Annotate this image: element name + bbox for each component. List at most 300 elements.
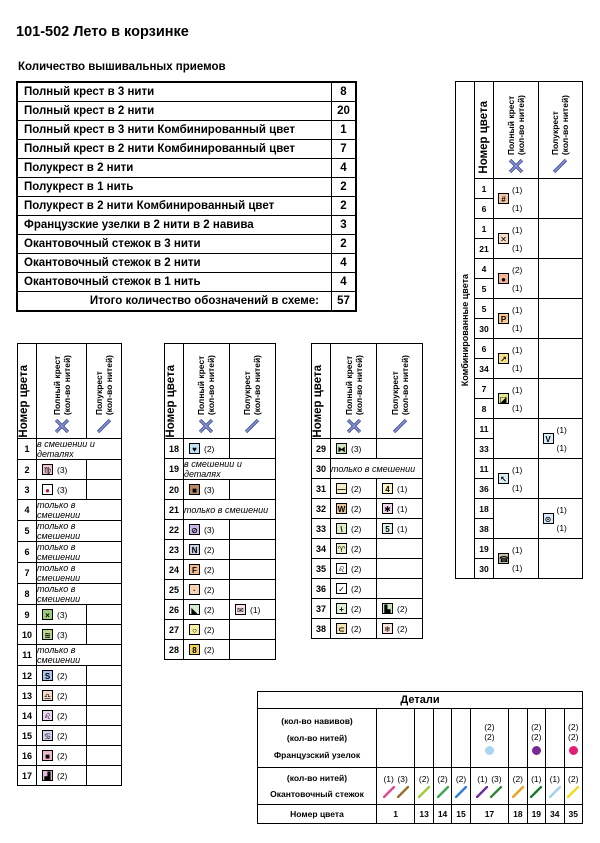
color-number: 24 bbox=[165, 560, 184, 580]
color-row bbox=[165, 500, 276, 520]
color-row bbox=[165, 540, 276, 560]
color-row bbox=[18, 500, 122, 521]
full-cross-header bbox=[52, 355, 72, 415]
half-cross-cell bbox=[87, 460, 122, 480]
thread-count: (1) bbox=[512, 464, 523, 475]
stitch-label: Французские узелки в 2 нити в 2 навива bbox=[17, 216, 332, 235]
combined-cell bbox=[494, 179, 539, 219]
color-number: 28 bbox=[165, 640, 184, 660]
color-row bbox=[18, 521, 122, 542]
symbol-icon: 5 bbox=[382, 523, 393, 534]
header-half-cross bbox=[538, 82, 583, 179]
thread-count: (2) bbox=[351, 623, 362, 634]
combined-row bbox=[456, 379, 583, 399]
color-row bbox=[18, 666, 122, 686]
thread-count: (2) bbox=[204, 443, 215, 454]
full-cross-icon bbox=[346, 418, 362, 434]
symbol-icon: ✓ bbox=[336, 583, 347, 594]
french-knot-cell bbox=[415, 709, 433, 768]
combined-row bbox=[456, 339, 583, 359]
symbol-icon: ♋ bbox=[43, 732, 52, 742]
header-half-cross bbox=[377, 344, 423, 439]
half-cross-cell bbox=[377, 619, 423, 639]
summary-row bbox=[17, 159, 356, 178]
full-cross-cell bbox=[331, 559, 377, 579]
combined-colors-label: Комбинированные цвета bbox=[460, 273, 470, 387]
combined-cell bbox=[538, 219, 583, 259]
stitch-label: Полный крест в 2 нити Комбинированный цвет bbox=[17, 140, 332, 159]
color-number: 30 bbox=[475, 319, 494, 339]
full-cross-cell bbox=[184, 640, 230, 660]
thread-count: (1) bbox=[556, 442, 567, 453]
summary-row bbox=[17, 140, 356, 159]
symbol-icon: ❄ bbox=[382, 623, 393, 634]
half-cross-cell bbox=[377, 579, 423, 599]
details-color-number: 35 bbox=[564, 805, 583, 824]
half-cross-cell bbox=[229, 580, 275, 600]
half-cross-cell bbox=[229, 480, 275, 500]
backstitch-item bbox=[530, 774, 542, 798]
thread-count: (3) bbox=[57, 464, 68, 475]
symbol-icon: ≋ bbox=[42, 629, 53, 640]
half-cross-cell bbox=[87, 706, 122, 726]
stitch-count: 1 bbox=[332, 121, 357, 140]
full-cross-cell bbox=[184, 600, 230, 620]
color-row bbox=[165, 640, 276, 660]
summary-total-row bbox=[17, 292, 356, 312]
color-note: только в смешении bbox=[37, 500, 122, 521]
french-knot-cell bbox=[377, 709, 415, 768]
thread-count: (2) bbox=[397, 603, 408, 614]
backstitch-item bbox=[418, 774, 430, 798]
full-cross-threads-label: (кол-во нитей) bbox=[515, 94, 526, 155]
color-number: 34 bbox=[475, 359, 494, 379]
stitch-count: 4 bbox=[332, 159, 357, 178]
color-row bbox=[18, 766, 122, 786]
total-value: 57 bbox=[332, 292, 357, 312]
color-number: 6 bbox=[475, 199, 494, 219]
backstitch-line-icon bbox=[383, 786, 395, 798]
full-cross-cell bbox=[37, 460, 87, 480]
full-cross-cell bbox=[37, 726, 87, 746]
half-cross-threads-label: (кол-во нитей) bbox=[399, 354, 410, 415]
full-cross-cell bbox=[184, 520, 230, 540]
thread-count: (3) bbox=[57, 609, 68, 620]
color-number: 15 bbox=[18, 726, 37, 746]
thread-count: (2) bbox=[204, 644, 215, 655]
half-cross-cell bbox=[87, 480, 122, 500]
full-cross-cell bbox=[331, 599, 377, 619]
color-number: 31 bbox=[312, 479, 331, 499]
half-cross-cell bbox=[377, 599, 423, 619]
color-number: 7 bbox=[475, 379, 494, 399]
backstitch-line-icon bbox=[455, 786, 467, 798]
thread-count: (1) bbox=[397, 503, 408, 514]
half-cross-cell bbox=[87, 746, 122, 766]
half-cross-label: Полукрест bbox=[242, 370, 253, 415]
color-note: только в смешении bbox=[37, 542, 122, 563]
symbol-icon: W bbox=[337, 505, 346, 515]
color-number: 25 bbox=[165, 580, 184, 600]
color-number: 5 bbox=[475, 279, 494, 299]
header-color-number bbox=[18, 344, 37, 439]
color-number: 2 bbox=[18, 460, 37, 480]
stitch-label: Окантовочный стежок в 2 нити bbox=[17, 254, 332, 273]
full-cross-cell bbox=[331, 619, 377, 639]
color-number-label: Номер цвета bbox=[258, 805, 377, 824]
color-number: 16 bbox=[18, 746, 37, 766]
full-cross-cell bbox=[37, 746, 87, 766]
stitch-count: 2 bbox=[332, 235, 357, 254]
backstitch-line-icon bbox=[567, 786, 579, 798]
half-cross-cell bbox=[229, 520, 275, 540]
backstitch-line-icon bbox=[490, 786, 502, 798]
color-number: 33 bbox=[312, 519, 331, 539]
thread-count: (2) bbox=[351, 563, 362, 574]
combined-cell bbox=[494, 299, 539, 339]
combined-cell bbox=[494, 219, 539, 259]
symbol-icon: ⧓ bbox=[337, 445, 346, 455]
thread-count: (1) bbox=[512, 344, 523, 355]
backstitch-cell bbox=[509, 768, 527, 805]
color-number: 35 bbox=[312, 559, 331, 579]
thread-count: (1) bbox=[512, 482, 523, 493]
color-number: 4 bbox=[18, 500, 37, 521]
french-knot-row bbox=[258, 709, 583, 768]
color-number-header: Номер цвета bbox=[18, 365, 30, 438]
thread-count: (2) bbox=[57, 750, 68, 761]
symbol-icon: ▙ bbox=[382, 603, 393, 614]
half-cross-cell bbox=[87, 625, 122, 645]
symbol-icon: — bbox=[337, 485, 346, 495]
summary-row bbox=[17, 102, 356, 121]
summary-row bbox=[17, 254, 356, 273]
backstitch-item bbox=[490, 774, 502, 798]
symbol-icon: ○ bbox=[189, 624, 200, 635]
french-knot-cell bbox=[452, 709, 470, 768]
combined-cell bbox=[494, 339, 539, 379]
full-cross-cell bbox=[37, 706, 87, 726]
half-cross-cell bbox=[87, 605, 122, 625]
half-cross-cell bbox=[377, 519, 423, 539]
thread-count: (1) bbox=[512, 402, 523, 413]
color-number-header: Номер цвета bbox=[312, 365, 324, 438]
stitch-count: 7 bbox=[332, 140, 357, 159]
combined-row bbox=[456, 259, 583, 279]
backstitch-item bbox=[437, 774, 449, 798]
threads-count: (2) bbox=[437, 774, 448, 784]
stitch-label: Окантовочный стежок в 1 нить bbox=[17, 273, 332, 292]
details-color-number: 15 bbox=[452, 805, 470, 824]
thread-count: (1) bbox=[512, 184, 523, 195]
full-cross-cell bbox=[331, 499, 377, 519]
backstitch-line-icon bbox=[530, 786, 542, 798]
full-cross-cell bbox=[331, 439, 377, 459]
stitch-label: Полукрест в 2 нити Комбинированный цвет bbox=[17, 197, 332, 216]
symbol-icon: ✉ bbox=[235, 604, 246, 615]
full-cross-threads-label: (кол-во нитей) bbox=[353, 354, 364, 415]
thread-count: (2) bbox=[512, 264, 523, 275]
color-number: 5 bbox=[475, 299, 494, 319]
backstitch-line-icon bbox=[476, 786, 488, 798]
full-cross-cell bbox=[184, 480, 230, 500]
combined-cell bbox=[538, 419, 583, 459]
thread-count: (2) bbox=[57, 730, 68, 741]
thread-count: (1) bbox=[397, 483, 408, 494]
color-number: 18 bbox=[165, 439, 184, 459]
color-note: только в смешении bbox=[37, 645, 122, 666]
symbol-icon: ♌ bbox=[43, 712, 52, 722]
wraps-label: (кол-во навивов) bbox=[281, 715, 353, 726]
color-row bbox=[18, 480, 122, 500]
symbol-icon: ● bbox=[498, 273, 509, 284]
wraps-count: (2) bbox=[484, 721, 495, 732]
combined-side-label bbox=[456, 82, 475, 579]
french-knot-cell bbox=[564, 709, 583, 768]
color-row bbox=[312, 539, 423, 559]
details-header-row bbox=[258, 692, 583, 709]
thread-count: (1) bbox=[556, 504, 567, 515]
thread-count: (2) bbox=[351, 583, 362, 594]
symbol-icon: ● bbox=[42, 484, 53, 495]
color-row bbox=[18, 706, 122, 726]
half-cross-header bbox=[550, 95, 570, 155]
color-note: в смешении и деталях bbox=[184, 459, 276, 480]
symbol-icon: + bbox=[336, 603, 347, 614]
backstitch-threads-label: (кол-во нитей) bbox=[286, 773, 348, 783]
half-cross-icon bbox=[552, 158, 568, 174]
color-row bbox=[165, 459, 276, 480]
color-number-header: Номер цвета bbox=[477, 101, 490, 174]
color-number: 10 bbox=[18, 625, 37, 645]
color-row bbox=[18, 605, 122, 625]
combined-cell bbox=[538, 299, 583, 339]
backstitch-item bbox=[512, 774, 524, 798]
symbol-icon: ↖ bbox=[498, 473, 509, 484]
backstitch-item bbox=[455, 774, 467, 798]
combined-cell bbox=[494, 499, 539, 539]
half-cross-header bbox=[242, 355, 262, 415]
color-number: 1 bbox=[475, 179, 494, 199]
symbol-icon: P bbox=[498, 313, 509, 324]
symbol-icon: 4 bbox=[382, 483, 393, 494]
stitch-label: Полукрест в 2 нити bbox=[17, 159, 332, 178]
french-knot-cell bbox=[433, 709, 451, 768]
backstitch-line-icon bbox=[549, 786, 561, 798]
color-number: 22 bbox=[165, 520, 184, 540]
summary-row bbox=[17, 82, 356, 102]
summary-row bbox=[17, 273, 356, 292]
symbol-icon: ⊘ bbox=[189, 524, 200, 535]
color-note: только в смешении bbox=[184, 500, 276, 520]
full-cross-cell bbox=[37, 766, 87, 786]
header-full-cross bbox=[331, 344, 377, 439]
header-row bbox=[312, 344, 423, 439]
backstitch-label: Окантовочный стежок bbox=[270, 789, 364, 799]
color-number: 19 bbox=[475, 539, 494, 559]
threads-count: (1) bbox=[549, 774, 560, 784]
stitch-label: Полный крест в 3 нити Комбинированный цвет bbox=[17, 121, 332, 140]
symbol-icon: ■ bbox=[42, 750, 53, 761]
combined-row bbox=[456, 419, 583, 439]
backstitch-cell bbox=[527, 768, 545, 805]
threads-count: (2) bbox=[418, 774, 430, 784]
thread-count: (1) bbox=[512, 544, 523, 555]
backstitch-cell bbox=[452, 768, 470, 805]
symbol-icon: ⊂ bbox=[336, 623, 347, 634]
color-row bbox=[18, 726, 122, 746]
thread-count: (3) bbox=[204, 484, 215, 495]
header-color-number bbox=[312, 344, 331, 439]
combined-cell bbox=[538, 379, 583, 419]
combined-cell bbox=[538, 179, 583, 219]
symbol-icon: V bbox=[543, 433, 554, 444]
color-number: 8 bbox=[475, 399, 494, 419]
half-cross-icon bbox=[392, 418, 408, 434]
full-cross-cell bbox=[184, 540, 230, 560]
color-row bbox=[165, 620, 276, 640]
summary-row bbox=[17, 216, 356, 235]
french-knot-cell bbox=[546, 709, 564, 768]
color-number: 36 bbox=[475, 479, 494, 499]
page-title: 101-502 Лето в корзинке bbox=[16, 24, 189, 40]
french-knot-cell bbox=[470, 709, 508, 768]
combined-row bbox=[456, 539, 583, 559]
color-number: 38 bbox=[475, 519, 494, 539]
half-cross-header bbox=[390, 355, 410, 415]
threads-count: (2) bbox=[512, 774, 524, 784]
backstitch-item bbox=[476, 774, 488, 798]
backstitch-item bbox=[567, 774, 579, 798]
full-cross-cell bbox=[331, 539, 377, 559]
header-full-cross bbox=[494, 82, 539, 179]
symbol-icon: ✕ bbox=[498, 233, 509, 244]
half-cross-cell bbox=[377, 499, 423, 519]
full-cross-cell bbox=[37, 625, 87, 645]
half-cross-cell bbox=[229, 640, 275, 660]
combined-row bbox=[456, 499, 583, 519]
symbol-icon: ♈ bbox=[337, 545, 346, 555]
color-row bbox=[312, 559, 423, 579]
summary-row bbox=[17, 197, 356, 216]
total-label: Итого количество обозначений в схеме: bbox=[17, 292, 332, 312]
details-color-number: 17 bbox=[470, 805, 508, 824]
combined-row bbox=[456, 299, 583, 319]
backstitch-cell bbox=[546, 768, 564, 805]
color-row bbox=[312, 579, 423, 599]
thread-count: (1) bbox=[512, 322, 523, 333]
color-note: только в смешении bbox=[37, 563, 122, 584]
symbol-icon: ◪ bbox=[499, 395, 508, 404]
color-number: 12 bbox=[18, 666, 37, 686]
color-row bbox=[18, 686, 122, 706]
backstitch-line-icon bbox=[512, 786, 524, 798]
color-table-1 bbox=[17, 343, 122, 786]
threads-label: (кол-во нитей) bbox=[286, 732, 348, 743]
stitch-label: Полный крест в 3 нити bbox=[17, 82, 332, 102]
half-cross-cell bbox=[377, 559, 423, 579]
combined-cell bbox=[494, 379, 539, 419]
symbol-icon: ☎ bbox=[499, 555, 509, 564]
header-color-number bbox=[475, 82, 494, 179]
combined-row bbox=[456, 179, 583, 199]
header-half-cross bbox=[229, 344, 275, 439]
french-knot-icon bbox=[569, 746, 578, 755]
color-note: только в смешении bbox=[37, 584, 122, 605]
stitch-summary-table bbox=[16, 81, 357, 312]
symbol-icon: S bbox=[42, 670, 53, 681]
half-cross-cell bbox=[229, 620, 275, 640]
header-half-cross bbox=[87, 344, 122, 439]
color-number: 33 bbox=[475, 439, 494, 459]
color-number: 7 bbox=[18, 563, 37, 584]
details-table bbox=[257, 691, 583, 824]
backstitch-item bbox=[383, 774, 395, 798]
thread-count: (1) bbox=[556, 424, 567, 435]
details-color-number: 13 bbox=[415, 805, 433, 824]
thread-count: (2) bbox=[57, 710, 68, 721]
thread-count: (1) bbox=[512, 384, 523, 395]
french-knot-labels bbox=[258, 709, 377, 768]
color-number: 6 bbox=[18, 542, 37, 563]
backstitch-cell bbox=[564, 768, 583, 805]
thread-count: (2) bbox=[57, 690, 68, 701]
color-number: 37 bbox=[312, 599, 331, 619]
full-cross-cell bbox=[37, 686, 87, 706]
combined-cell bbox=[538, 459, 583, 499]
full-cross-icon bbox=[508, 158, 524, 174]
backstitch-line-icon bbox=[418, 786, 430, 798]
symbol-icon: \ bbox=[336, 523, 347, 534]
stitch-label: Полукрест в 1 нить bbox=[17, 178, 332, 197]
color-number: 13 bbox=[18, 686, 37, 706]
symbol-icon: ⊙ bbox=[543, 513, 554, 524]
symbol-icon: ♍ bbox=[43, 466, 52, 476]
symbol-icon: · bbox=[189, 584, 200, 595]
combined-cell bbox=[494, 419, 539, 459]
french-knot-icon bbox=[532, 746, 541, 755]
french-knot-icon bbox=[485, 746, 494, 755]
thread-count: (2) bbox=[204, 584, 215, 595]
full-cross-header bbox=[344, 355, 364, 415]
color-number-row bbox=[258, 805, 583, 824]
threads-count: (3) bbox=[491, 774, 502, 784]
header-row bbox=[165, 344, 276, 439]
thread-count: (2) bbox=[351, 603, 362, 614]
color-number: 14 bbox=[18, 706, 37, 726]
half-cross-icon bbox=[244, 418, 260, 434]
details-color-number: 14 bbox=[433, 805, 451, 824]
thread-count: (1) bbox=[397, 523, 408, 534]
thread-count: (2) bbox=[204, 544, 215, 555]
color-number: 5 bbox=[18, 521, 37, 542]
backstitch-cell bbox=[377, 768, 415, 805]
stitch-count: 4 bbox=[332, 273, 357, 292]
combined-cell bbox=[538, 339, 583, 379]
symbol-icon: ↗ bbox=[498, 353, 509, 364]
full-cross-cell bbox=[184, 439, 230, 459]
threads-count: (2) bbox=[531, 731, 542, 742]
half-cross-threads-label: (кол-во нитей) bbox=[252, 354, 263, 415]
color-row bbox=[165, 580, 276, 600]
thread-count: (2) bbox=[351, 483, 362, 494]
backstitch-line-icon bbox=[397, 786, 409, 798]
symbol-icon: # bbox=[498, 193, 509, 204]
color-number: 32 bbox=[312, 499, 331, 519]
color-row bbox=[165, 439, 276, 459]
backstitch-item bbox=[397, 774, 409, 798]
header-row bbox=[456, 82, 583, 179]
